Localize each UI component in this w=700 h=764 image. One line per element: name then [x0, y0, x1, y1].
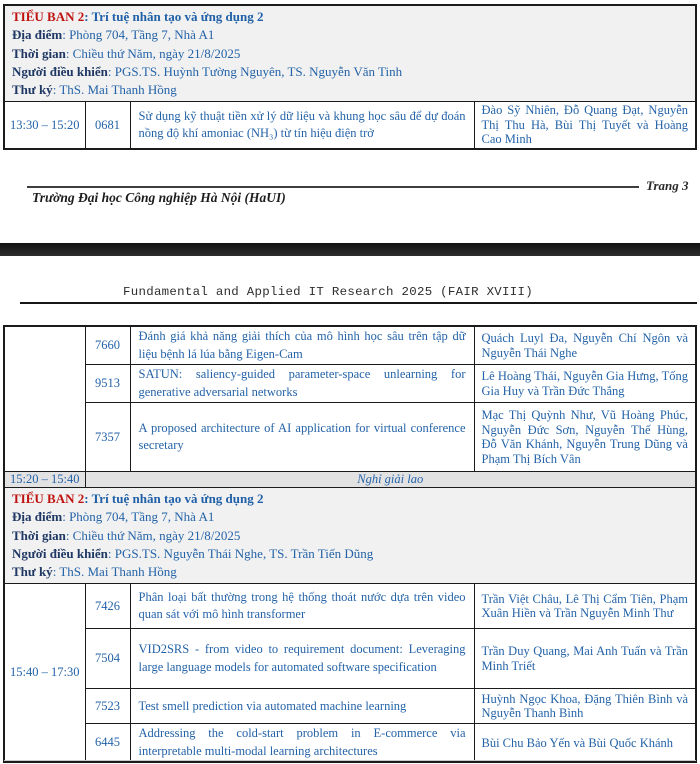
field-label: Thời gian: [12, 45, 66, 61]
authors-cell: Lê Hoàng Thái, Nguyễn Gia Hưng, Tống Gia Huy và Trần Đức Thắng: [474, 365, 696, 403]
field-label: Người điều khiển: [12, 63, 108, 79]
paper-id-cell: 7357: [85, 403, 130, 472]
time-cell-empty: [4, 326, 85, 472]
session-field: [12, 508, 688, 526]
running-header-rule: [20, 302, 697, 304]
page-separator-band: [0, 243, 700, 256]
session-field: [12, 45, 688, 63]
authors-cell: Huỳnh Ngọc Khoa, Đặng Thiên Bình và Nguyễn Thanh Bình: [474, 689, 696, 724]
field-label: Người điều khiển: [12, 545, 108, 561]
session-field: [12, 545, 688, 563]
break-label: Nghỉ giải lao: [85, 472, 696, 488]
paper-row: [4, 724, 696, 763]
session-table-page3: [3, 4, 697, 150]
paper-row: [4, 689, 696, 724]
session-header: [4, 488, 696, 584]
paper-id-cell: 6445: [85, 724, 130, 763]
session-name: : Trí tuệ nhân tạo và ứng dụng 2: [84, 491, 264, 506]
time-cell: 15:20 – 15:40: [4, 472, 85, 488]
field-label: Địa điểm: [12, 509, 63, 525]
paper-id-cell: 7660: [85, 326, 130, 365]
session-header-row: [4, 5, 696, 102]
field-value: : PGS.TS. Huỳnh Tường Nguyên, TS. Nguyễn Văn Tinh: [107, 63, 403, 79]
session-title-line: [12, 8, 688, 26]
field-label: Địa điểm: [12, 27, 63, 43]
paper-row: [4, 326, 696, 365]
field-label: Thư ký: [12, 564, 53, 580]
authors-cell: Quách Luyl Đa, Nguyễn Chí Ngôn và Nguyễn Thái Nghe: [474, 326, 696, 365]
field-value: : Chiều thứ Năm, ngày 21/8/2025: [65, 45, 241, 61]
field-value: : PGS.TS. Nguyễn Thái Nghe, TS. Trần Tiến Dũng: [107, 545, 374, 561]
time-cell: 13:30 – 15:20: [4, 102, 85, 149]
session-title-line: [12, 490, 688, 508]
paper-title-cell: Đánh giá khả năng giải thích của mô hình học sâu trên tập dữ liệu bệnh lá lúa bằng Eigen-Cam: [130, 326, 474, 365]
paper-id-cell: 7504: [85, 629, 130, 689]
field-label: Thời gian: [12, 527, 66, 543]
time-cell: 15:40 – 17:30: [4, 584, 85, 763]
paper-id-cell: 9513: [85, 365, 130, 403]
session-field: [12, 563, 688, 581]
field-value: : Chiều thứ Năm, ngày 21/8/2025: [65, 527, 241, 543]
paper-row: [4, 584, 696, 629]
paper-title-cell: Phân loại bất thường trong hệ thống thoát nước dựa trên video quan sát với mô hình transformer: [130, 584, 474, 629]
session-name: : Trí tuệ nhân tạo và ứng dụng 2: [84, 9, 264, 24]
paper-title-cell: Sử dụng kỹ thuật tiền xử lý dữ liệu và khung học sâu để dự đoán nồng độ khí amoniac (NH₃) từ tín hiệu điện trở: [130, 102, 474, 149]
paper-title-cell: Addressing the cold-start problem in E-commerce via interpretable multi-modal learning architectures: [130, 724, 474, 763]
paper-title-cell: A proposed architecture of AI application for virtual conference secretary: [130, 403, 474, 472]
field-value: : Phòng 704, Tầng 7, Nhà A1: [62, 27, 215, 43]
authors-cell: Đào Sỹ Nhiên, Đỗ Quang Đạt, Nguyễn Thị Thu Hà, Bùi Thị Tuyết và Hoàng Cao Minh: [474, 102, 696, 149]
paper-row: [4, 365, 696, 403]
institution-name: Trường Đại học Công nghiệp Hà Nội (HaUI): [32, 190, 286, 205]
authors-cell: Trần Duy Quang, Mai Anh Tuấn và Trần Minh Triết: [474, 629, 696, 689]
session-field: [12, 26, 688, 44]
session-table-page4: [3, 325, 697, 763]
paper-id-cell: 7426: [85, 584, 130, 629]
field-value: : Phòng 704, Tầng 7, Nhà A1: [62, 509, 215, 525]
session-tag: TIỂU BAN 2: [12, 9, 85, 24]
paper-title-cell: SATUN: saliency-guided parameter-space unlearning for generative adversarial networks: [130, 365, 474, 403]
field-label: Thư ký: [12, 82, 53, 98]
session-field: [12, 81, 688, 99]
field-value: : ThS. Mai Thanh Hồng: [52, 82, 177, 98]
session-field: [12, 63, 688, 81]
authors-cell: Trần Việt Châu, Lê Thị Cẩm Tiên, Phạm Xuân Hiền và Trần Nguyễn Minh Thư: [474, 584, 696, 629]
paper-id-cell: 7523: [85, 689, 130, 724]
paper-row: [4, 629, 696, 689]
break-row: [4, 472, 696, 488]
next-row-hint-line: [4, 760, 696, 761]
paper-row: [4, 403, 696, 472]
authors-cell: Mạc Thị Quỳnh Như, Vũ Hoàng Phúc, Nguyễn Đức Sơn, Nguyễn Thế Hùng, Đỗ Văn Khánh, Nguyễn Trung Dũng và Phạm Thị Bích Vân: [474, 403, 696, 472]
session-field: [12, 527, 688, 545]
paper-title-cell: Test smell prediction via automated machine learning: [130, 689, 474, 724]
field-value: : ThS. Mai Thanh Hồng: [52, 564, 177, 580]
running-header: Fundamental and Applied IT Research 2025 (FAIR XVIII): [123, 285, 533, 299]
page-number: Trang 3: [646, 178, 689, 193]
authors-cell: Bùi Chu Bảo Yến và Bùi Quốc Khánh: [474, 724, 696, 763]
session-tag: TIỂU BAN 2: [12, 491, 85, 506]
paper-row: [4, 102, 696, 149]
paper-id-cell: 0681: [85, 102, 130, 149]
session-header: [4, 5, 696, 102]
paper-title-cell: VID2SRS - from video to requirement document: Leveraging large language models for automated software specification: [130, 629, 474, 689]
session-header-row: [4, 488, 696, 584]
footer-rule: [27, 186, 639, 188]
